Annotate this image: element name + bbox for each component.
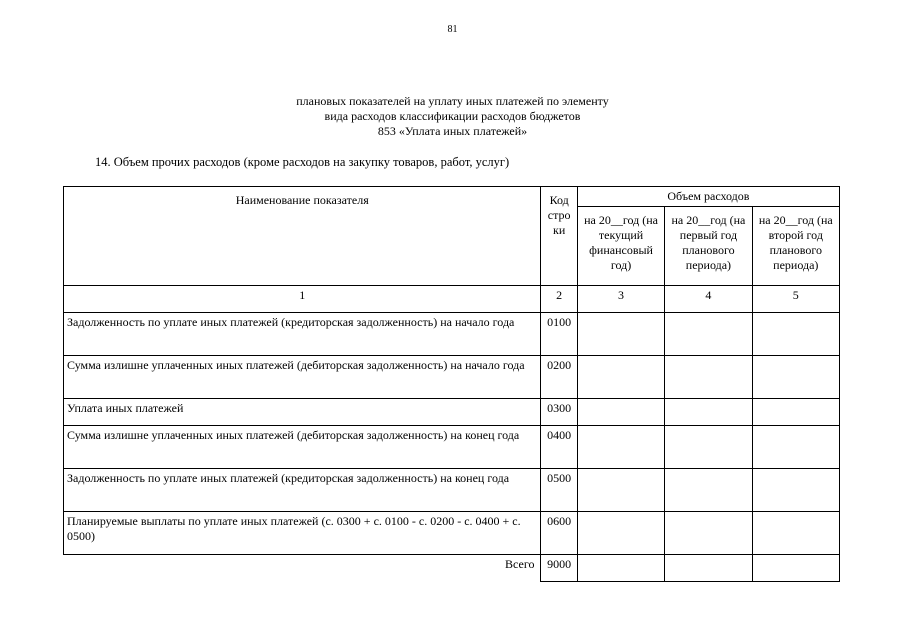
value-cell[interactable] <box>752 512 839 555</box>
header-col-3: на 20__год (на текущий финансовый год) <box>577 207 664 286</box>
value-cell[interactable] <box>752 356 839 399</box>
value-cell[interactable] <box>665 512 752 555</box>
header-col-5: на 20__год (на второй год планового периода) <box>752 207 839 286</box>
column-numbers-row <box>64 286 840 313</box>
heading-line-2: вида расходов классификации расходов бюджетов <box>324 109 581 123</box>
value-cell[interactable] <box>665 356 752 399</box>
column-number: 4 <box>665 286 752 313</box>
column-number: 2 <box>541 286 577 313</box>
row-code: 0100 <box>541 313 577 356</box>
column-number: 5 <box>752 286 839 313</box>
header-name: Наименование показателя <box>64 187 541 286</box>
row-name: Планируемые выплаты по уплате иных платежей (с. 0300 + с. 0100 - с. 0200 - с. 0400 + с. 0500) <box>64 512 541 555</box>
value-cell[interactable] <box>752 313 839 356</box>
table-row <box>64 356 840 399</box>
document-heading <box>0 94 905 139</box>
row-code: 0600 <box>541 512 577 555</box>
table-row <box>64 426 840 469</box>
row-name: Сумма излишне уплаченных иных платежей (дебиторская задолженность) на конец года <box>64 426 541 469</box>
table-row <box>64 399 840 426</box>
table-row <box>64 313 840 356</box>
row-name: Задолженность по уплате иных платежей (кредиторская задолженность) на начало года <box>64 313 541 356</box>
row-code: 0300 <box>541 399 577 426</box>
value-cell[interactable] <box>577 356 664 399</box>
row-name: Задолженность по уплате иных платежей (кредиторская задолженность) на конец года <box>64 469 541 512</box>
page-number: 81 <box>447 24 458 35</box>
table-row <box>64 469 840 512</box>
total-value-cell[interactable] <box>752 555 839 582</box>
total-value-cell[interactable] <box>577 555 664 582</box>
value-cell[interactable] <box>752 399 839 426</box>
row-code: 0400 <box>541 426 577 469</box>
row-name: Уплата иных платежей <box>64 399 541 426</box>
value-cell[interactable] <box>665 426 752 469</box>
total-value-cell[interactable] <box>665 555 752 582</box>
value-cell[interactable] <box>577 399 664 426</box>
table-header-row <box>64 187 840 207</box>
expenses-table <box>63 186 840 582</box>
value-cell[interactable] <box>752 426 839 469</box>
total-label: Всего <box>505 557 535 571</box>
header-col-4: на 20__год (на первый год планового периода) <box>665 207 752 286</box>
value-cell[interactable] <box>577 313 664 356</box>
header-code: Код стро ки <box>541 187 577 286</box>
header-volume: Объем расходов <box>577 187 839 207</box>
table-row <box>64 512 840 555</box>
row-code: 0200 <box>541 356 577 399</box>
value-cell[interactable] <box>665 313 752 356</box>
value-cell[interactable] <box>665 399 752 426</box>
total-row <box>64 555 840 582</box>
column-number: 1 <box>64 286 541 313</box>
row-code: 0500 <box>541 469 577 512</box>
value-cell[interactable] <box>577 469 664 512</box>
section-title: 14. Объем прочих расходов (кроме расходов на закупку товаров, работ, услуг) <box>95 155 510 169</box>
heading-line-3: 853 «Уплата иных платежей» <box>377 124 528 138</box>
value-cell[interactable] <box>577 512 664 555</box>
value-cell[interactable] <box>752 469 839 512</box>
heading-line-1: плановых показателей на уплату иных платежей по элементу <box>296 94 609 108</box>
row-name: Сумма излишне уплаченных иных платежей (дебиторская задолженность) на начало года <box>64 356 541 399</box>
value-cell[interactable] <box>577 426 664 469</box>
value-cell[interactable] <box>665 469 752 512</box>
column-number: 3 <box>577 286 664 313</box>
total-code: 9000 <box>541 555 577 582</box>
